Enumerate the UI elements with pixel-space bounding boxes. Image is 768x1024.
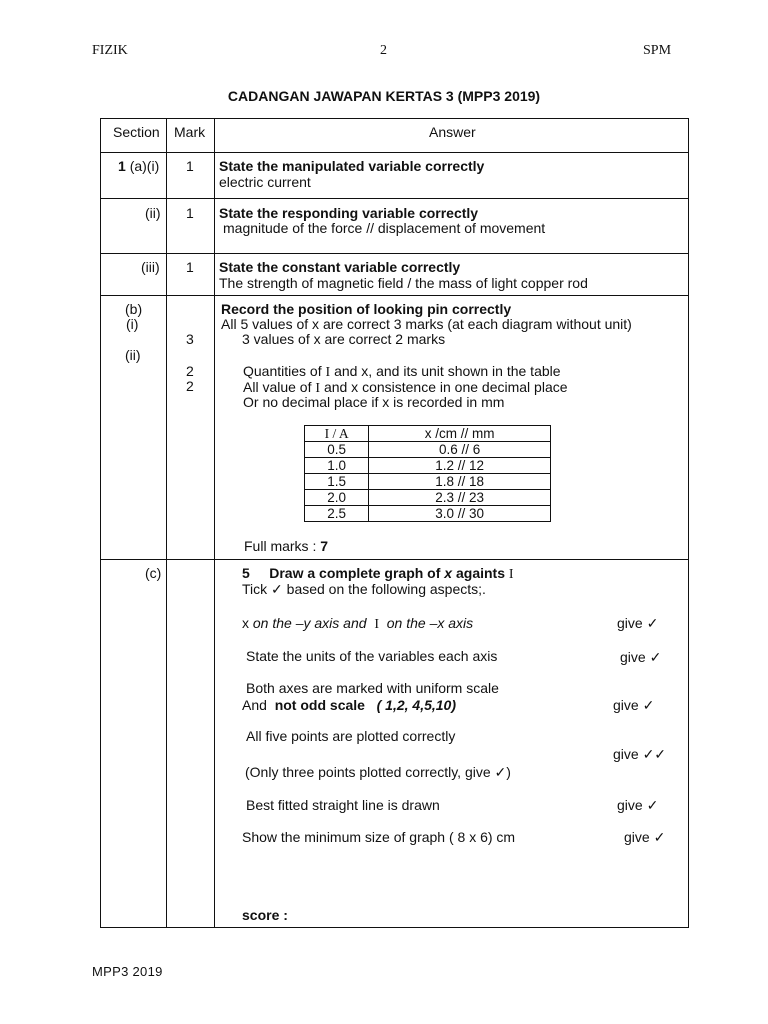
- text-fragment: Draw a complete graph of: [269, 565, 441, 581]
- data-table: [304, 425, 551, 522]
- row-divider: [100, 295, 689, 296]
- criterion-scale-note: [242, 697, 456, 713]
- table-cell: 0.5: [305, 442, 369, 458]
- table-row: [305, 506, 551, 522]
- give-tick: give ✓: [617, 615, 659, 631]
- answer-text: Tick ✓ based on the following aspects;.: [242, 581, 486, 597]
- current-symbol: I: [374, 617, 379, 632]
- answer-heading: State the manipulated variable correctly: [219, 158, 485, 174]
- criterion-axes: [242, 615, 473, 633]
- answer-text: 3 values of x are correct 2 marks: [242, 331, 446, 347]
- answer-text: The strength of magnetic field / the mass of light copper rod: [219, 275, 588, 291]
- full-marks-label: Full marks :: [244, 538, 317, 554]
- current-symbol: I: [315, 381, 321, 396]
- score-label: score :: [242, 907, 288, 923]
- table-header-current: I / A: [305, 426, 369, 442]
- mark-value: 2: [186, 378, 194, 394]
- text-fragment: not odd scale: [274, 697, 365, 713]
- criterion-best-fit: Best fitted straight line is drawn: [246, 797, 440, 813]
- answer-heading: Record the position of looking pin correctly: [221, 301, 512, 317]
- table-row: [305, 490, 551, 506]
- give-tick: give ✓: [620, 649, 662, 665]
- row-divider: [100, 152, 689, 153]
- text-fragment: Quantities of: [243, 363, 322, 379]
- table-row: [305, 458, 551, 474]
- text-fragment: againts: [455, 565, 505, 581]
- section-label: (c): [145, 565, 162, 581]
- criterion-scale: Both axes are marked with uniform scale: [246, 680, 499, 696]
- variable-x: x: [242, 615, 249, 631]
- scale-list: ( 1,2, 4,5,10): [376, 697, 456, 713]
- text-fragment: and x, and its unit shown in the table: [334, 363, 561, 379]
- table-row: [305, 474, 551, 490]
- criterion-points: All five points are plotted correctly: [246, 728, 456, 744]
- answer-text: magnitude of the force // displacement of movement: [223, 220, 546, 236]
- criterion-units: State the units of the variables each axis: [246, 648, 498, 664]
- question-number: 1: [118, 158, 126, 174]
- variable-x: x: [444, 565, 453, 581]
- full-marks: [244, 538, 328, 554]
- table-cell: 2.0: [305, 490, 369, 506]
- column-divider: [214, 118, 215, 928]
- text-fragment: And: [242, 697, 267, 713]
- row-divider: [100, 253, 689, 254]
- give-tick: give ✓: [613, 697, 655, 713]
- table-header-row: [305, 426, 551, 442]
- answer-heading: State the constant variable correctly: [219, 259, 461, 275]
- footer: MPP3 2019: [92, 964, 163, 979]
- column-header-answer: Answer: [429, 124, 476, 140]
- row-divider: [100, 198, 689, 199]
- answer-text: Or no decimal place if x is recorded in mm: [243, 394, 505, 410]
- table-cell: 1.5: [305, 474, 369, 490]
- text-fragment: and x consistence in one decimal place: [323, 379, 568, 395]
- question-sub: (a)(i): [129, 158, 160, 174]
- criterion-points-partial: (Only three points plotted correctly, give ✓): [245, 764, 511, 780]
- text-fragment: All value of: [243, 379, 312, 395]
- give-tick: give ✓: [617, 797, 659, 813]
- mark-value: 1: [186, 205, 194, 221]
- row-divider: [100, 559, 689, 560]
- give-tick: give ✓✓: [613, 746, 667, 762]
- mark-value: 2: [186, 363, 194, 379]
- text-fragment: on the –y axis and: [252, 615, 367, 631]
- mark-value: 1: [186, 259, 194, 275]
- current-symbol: I: [325, 365, 331, 380]
- current-symbol: I: [508, 567, 514, 582]
- section-label: (ii): [125, 347, 141, 363]
- section-label: (ii): [145, 205, 161, 221]
- table-cell: 2.5: [305, 506, 369, 522]
- column-header-mark: Mark: [174, 124, 206, 140]
- text-fragment: on the –x axis: [386, 615, 474, 631]
- column-divider: [166, 118, 167, 928]
- criterion-size: Show the minimum size of graph ( 8 x 6) cm: [242, 829, 516, 845]
- section-label: (i): [126, 316, 139, 332]
- table-cell: 1.0: [305, 458, 369, 474]
- full-marks-value: 7: [320, 538, 329, 554]
- table-cell: 3.0 // 30: [369, 506, 551, 522]
- table-row: [305, 442, 551, 458]
- section-label: (b): [125, 301, 143, 317]
- section-label: [118, 158, 159, 174]
- table-cell: 2.3 // 23: [369, 490, 551, 506]
- give-tick: give ✓: [624, 829, 666, 845]
- mark-count: 5: [242, 565, 250, 581]
- column-header-section: Section: [113, 124, 160, 140]
- section-label: (iii): [141, 259, 160, 275]
- answer-text: All 5 values of x are correct 3 marks (at each diagram without unit): [221, 316, 632, 332]
- page-number: 2: [380, 43, 387, 58]
- header-subject: FIZIK: [92, 43, 128, 58]
- page-title: CADANGAN JAWAPAN KERTAS 3 (MPP3 2019): [227, 88, 541, 104]
- table-cell: 1.2 // 12: [369, 458, 551, 474]
- mark-value: 3: [186, 331, 194, 347]
- table-cell: 0.6 // 6: [369, 442, 551, 458]
- header-exam: SPM: [643, 43, 672, 58]
- mark-value: 1: [186, 158, 194, 174]
- table-header-displacement: x /cm // mm: [369, 426, 551, 442]
- table-cell: 1.8 // 18: [369, 474, 551, 490]
- answer-text: electric current: [219, 174, 311, 190]
- answer-heading: State the responding variable correctly: [219, 205, 479, 221]
